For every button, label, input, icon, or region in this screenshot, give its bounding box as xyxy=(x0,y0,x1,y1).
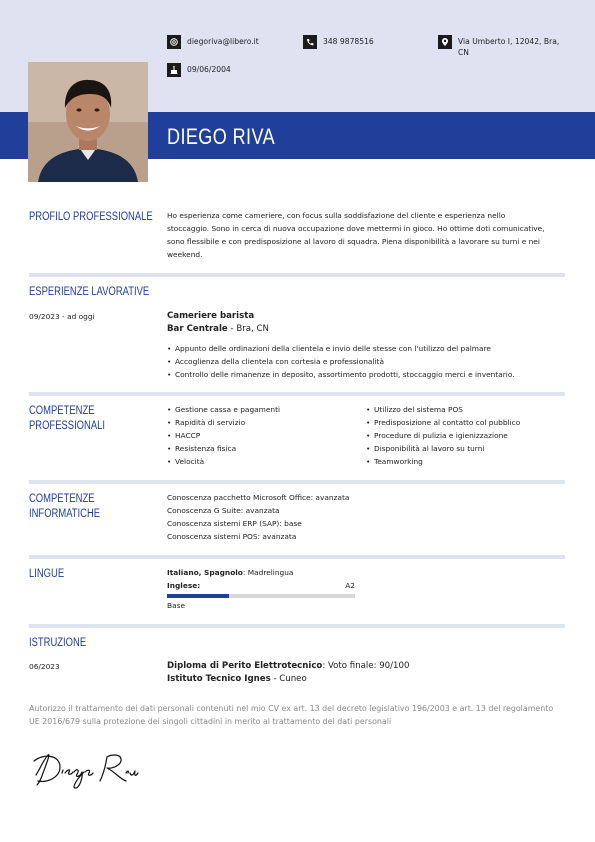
foreign-language-colon: : xyxy=(197,581,201,590)
skill-item: • Gestione cassa e pagamenti xyxy=(167,403,362,416)
foreign-language-name: Inglese xyxy=(167,581,198,590)
skill-item: • HACCP xyxy=(167,429,362,442)
section-divider xyxy=(29,624,565,628)
candidate-name: DIEGO RIVA xyxy=(167,124,276,149)
birthdate-text: 09/06/2004 xyxy=(187,65,231,74)
job-duty: • Controllo delle rimanenze in deposito, assortimento prodotti, stoccaggio merci e inventario. xyxy=(167,368,567,381)
skill-item: • Utilizzo del sistema POS xyxy=(366,403,565,416)
job-company: Bar Centrale xyxy=(167,324,228,334)
skill-item: • Rapidità di servizio xyxy=(167,416,362,429)
section-divider xyxy=(29,273,565,277)
section-title-skills-line2: PROFESSIONALI xyxy=(29,420,105,432)
privacy-consent: Autorizzo il trattamento dei dati personali contenuti nel mio CV ex art. 13 del decreto legislativo 196/2003 e art. 13 del regolamento UE 2016/679 sulla protezione dei singoli cittadini in merito al trattamento dei dati personali xyxy=(29,704,554,726)
job-date: 09/2023 - ad oggi xyxy=(29,312,95,321)
it-skill-item: Conoscenza sistemi POS: avanzata xyxy=(167,532,297,541)
education-grade: : Voto finale: 90/100 xyxy=(322,661,410,671)
native-languages-level: : Madrelingua xyxy=(242,568,294,577)
contact-email[interactable] xyxy=(167,35,259,49)
education-degree-line xyxy=(167,660,567,673)
skill-item: • Disponibilità al lavoro su turni xyxy=(366,442,565,455)
native-languages xyxy=(167,566,467,579)
skills-list-left xyxy=(167,403,362,468)
it-skills-list xyxy=(167,491,547,543)
job-duty: • Appunto delle ordinazioni della clientela e invio delle stesse con l'utilizzo del palmare xyxy=(167,342,567,355)
foreign-language-row xyxy=(167,579,355,592)
job-company-line xyxy=(167,323,567,336)
foreign-language-level: A2 xyxy=(345,581,355,590)
it-skill-item: Conoscenza pacchetto Microsoft Office: avanzata xyxy=(167,493,350,502)
education-degree: Diploma di Perito Elettrotecnico xyxy=(167,661,323,671)
section-title-languages: LINGUE xyxy=(29,568,65,580)
birthday-cake-icon xyxy=(167,63,181,77)
phone-text: 348 9878516 xyxy=(323,37,374,46)
skill-item: • Resistenza fisica xyxy=(167,442,362,455)
profile-text: Ho esperienza come cameriere, con focus sulla soddisfazione del cliente e esperienza nello stoccaggio. Sono in cerca di nuova occupazione dove mettermi in gioco. Ho ottime doti comunicative, sono flessibile e con predisposizione al lavoro di squadra. Piena disponibilità a lavorare su turni e nei weekend. xyxy=(167,211,545,259)
education-entry xyxy=(167,660,567,686)
section-divider xyxy=(29,480,565,484)
section-title-experience: ESPERIENZE LAVORATIVE xyxy=(29,286,150,298)
skills-list-right xyxy=(366,403,565,468)
email-text: diegoriva@libero.it xyxy=(187,37,259,46)
skill-item: • Velocità xyxy=(167,455,362,468)
skill-item: • Procedure di pulizia e igienizzazione xyxy=(366,429,565,442)
handwritten-signature xyxy=(30,745,140,795)
it-skill-item: Conoscenza G Suite: avanzata xyxy=(167,506,280,515)
job-duty: • Accoglienza della clientela con cortesia e professionalità xyxy=(167,355,567,368)
profile-photo xyxy=(28,62,148,182)
education-date: 06/2023 xyxy=(29,662,60,671)
native-languages-names: Italiano, Spagnolo xyxy=(167,568,243,577)
section-title-skills xyxy=(29,404,105,434)
education-school: Istituto Tecnico Ignes xyxy=(167,674,271,684)
job-role: Cameriere barista xyxy=(167,311,255,321)
location-pin-icon xyxy=(438,35,452,49)
section-title-it-skills-line2: INFORMATICHE xyxy=(29,508,101,520)
job-entry xyxy=(167,310,567,381)
language-progress-bar xyxy=(167,594,355,598)
section-divider xyxy=(29,555,565,559)
section-title-education: ISTRUZIONE xyxy=(29,637,87,649)
contact-phone[interactable] xyxy=(303,35,374,49)
at-icon xyxy=(167,35,181,49)
language-progress-fill xyxy=(167,594,229,598)
contact-birthdate xyxy=(167,63,231,77)
section-title-it-skills xyxy=(29,492,100,522)
skill-item: • Predisposizione al contatto col pubblico xyxy=(366,416,565,429)
job-duties xyxy=(167,342,567,381)
skill-item: • Teamworking xyxy=(366,455,565,468)
section-divider xyxy=(29,392,565,396)
job-location: - Bra, CN xyxy=(227,324,269,334)
address-text: Via Umberto I, 12042, Bra, CN xyxy=(458,37,560,57)
section-title-profile: PROFILO PROFESSIONALE xyxy=(29,211,153,223)
section-title-it-skills-line1: COMPETENZE xyxy=(29,493,95,505)
phone-icon xyxy=(303,35,317,49)
section-title-skills-line1: COMPETENZE xyxy=(29,405,95,417)
foreign-language-level-text: Base xyxy=(167,601,185,610)
education-school-location: - Cuneo xyxy=(270,674,307,684)
contact-address xyxy=(438,35,568,58)
education-school-line xyxy=(167,673,567,686)
it-skill-item: Conoscenza sistemi ERP (SAP): base xyxy=(167,519,302,528)
